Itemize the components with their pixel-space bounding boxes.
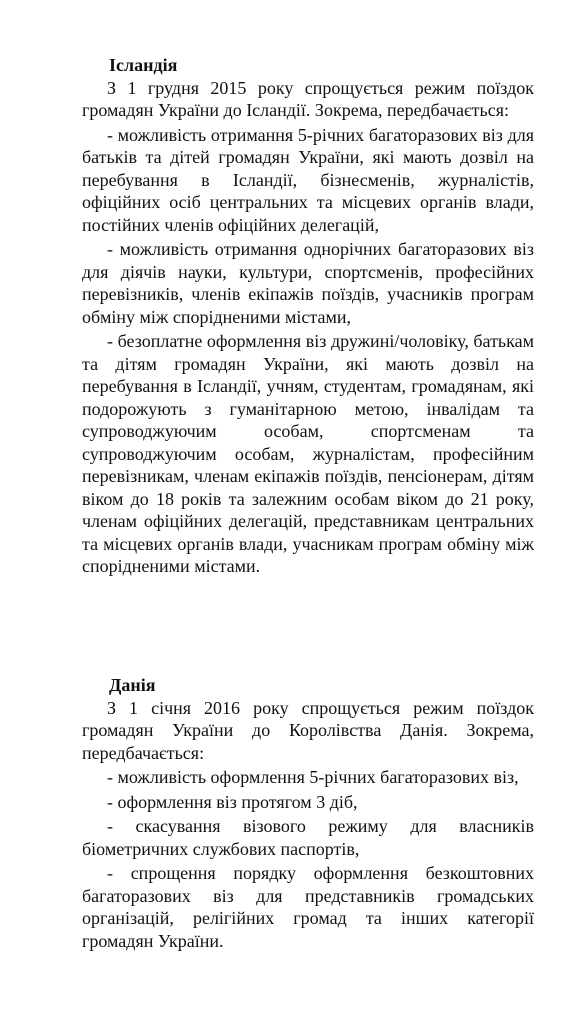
paragraph-intro-denmark: З 1 січня 2016 року спрощується режим поїздок громадян України до Королівства Данія. Зокрема, передбачається: (82, 697, 534, 763)
section-denmark (82, 674, 534, 952)
list-item-denmark-4: - спрощення порядку оформлення безкоштовних багаторазових віз для представників громадських організацій, релігійних громад та інших категорії громадян України. (82, 863, 534, 951)
list-item-denmark-1: - можливість оформлення 5-річних багаторазових віз, (107, 767, 519, 787)
list-item-iceland-1: - можливість отримання 5-річних багаторазових віз для батьків та дітей громадян України, які мають дозвіл на перебування в Ісландії, бізнесменів, журналістів, офіційних осіб центральних та місцевих органів влади, постійних членів офіційних делегацій, (82, 124, 534, 235)
list-item-denmark-2: - оформлення віз протягом 3 діб, (107, 791, 358, 812)
section-heading-denmark: Данія (109, 675, 156, 695)
list-item-iceland-2: - можливість отримання однорічних багаторазових віз для діячів науки, культури, спортсменів, професійних перевізників, членів екіпажів поїздів, учасників програм обміну між спорідненими містами, (82, 239, 534, 327)
section-heading-iceland: Ісландія (109, 55, 178, 75)
list-item-iceland-3: - безоплатне оформлення віз дружині/чоловіку, батькам та дітям громадян України, які мають дозвіл на перебування в Ісландії, учням, студентам, громадянам, які подорожують з гуманітарною метою, інвалідам та супроводжуючим особам, спортсменам та супроводжуючим особам, журналістам, професійним перевізникам, членам екіпажів поїздів, пенсіонерам, дітям віком до 18 років та залежним особам віком до 21 року, членам офіційних делегацій, представникам центральних та місцевих органів влади, учасникам програм обміну між спорідненими містами. (82, 331, 534, 576)
list-item-denmark-3: - скасування візового режиму для власників біометричних службових паспортів, (82, 816, 534, 859)
section-iceland (82, 54, 534, 578)
paragraph-intro-iceland: З 1 грудня 2015 року спрощується режим поїздок громадян України до Ісландії. Зокрема, передбачається: (82, 77, 534, 120)
